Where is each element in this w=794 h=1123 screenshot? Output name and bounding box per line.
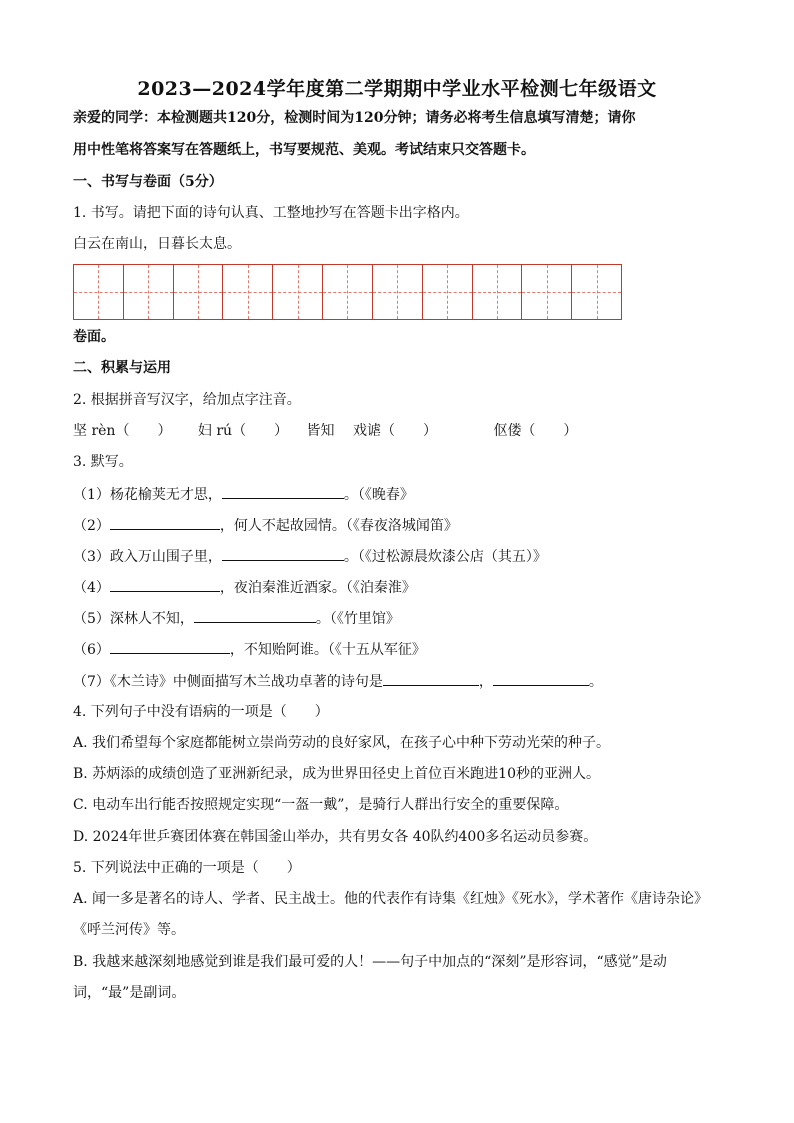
q4-option-c: C. 电动车出行能否按照规定实现“一盔一戴”，是骑行人群出行安全的重要保障。 bbox=[73, 797, 569, 813]
juanmian-label: 卷面。 bbox=[73, 329, 115, 345]
section1-heading: 一、书写与卷面（5分） bbox=[73, 174, 223, 190]
question-2-items bbox=[73, 421, 577, 441]
q4-option-b: B. 苏炳添的成绩创造了亚洲新纪录，成为世界田径史上首位百米跑进10秒的亚洲人。 bbox=[73, 766, 601, 782]
q3-7-comma: ， bbox=[478, 674, 493, 690]
q3-item-6 bbox=[73, 639, 426, 660]
q2-item: 皆知 bbox=[306, 423, 335, 439]
q3-2-suffix: ，何人不起故园情。（《春夜洛城闻笛》 bbox=[219, 518, 458, 534]
q3-6-suffix: ，不知贻阿谁。（《十五从军征》 bbox=[229, 642, 426, 658]
q3-1-suffix: 。（《晚春》 bbox=[343, 487, 414, 503]
q3-5-suffix: 。（《竹里馆》 bbox=[315, 611, 400, 627]
grid-cell[interactable] bbox=[123, 265, 173, 319]
q3-5-prefix: （5）深林人不知， bbox=[73, 611, 194, 627]
q4-option-d: D. 2024年世乒赛团体赛在韩国釜山举办，共有男女各 40队约400多名运动员参赛。 bbox=[73, 829, 598, 845]
q3-6-prefix: （6） bbox=[73, 642, 110, 658]
question-1: 1. 书写。请把下面的诗句认真、工整地抄写在答题卡出字格内。 bbox=[73, 205, 469, 221]
question-4: 4. 下列句子中没有语病的一项是（ ） bbox=[73, 704, 329, 720]
q3-3-suffix: 。（《过松源晨炊漆公店（其五）》 bbox=[343, 549, 547, 565]
grid-cell[interactable] bbox=[422, 265, 472, 319]
answer-blank[interactable] bbox=[383, 671, 479, 686]
q5-option-a-line1: A. 闻一多是著名的诗人、学者、民主战士。他的代表作有诗集《红烛》《死水》，学术著作《唐诗杂论》 bbox=[73, 891, 709, 907]
grid-cell[interactable] bbox=[521, 265, 571, 319]
q3-3-prefix: （3）政入万山围子里， bbox=[73, 549, 222, 565]
question-3: 3. 默写。 bbox=[73, 454, 133, 470]
answer-blank[interactable] bbox=[110, 639, 230, 654]
q3-item-1 bbox=[73, 484, 414, 505]
answer-blank[interactable] bbox=[222, 546, 344, 561]
grid-cell[interactable] bbox=[272, 265, 322, 319]
question-2: 2. 根据拼音写汉字，给加点字注音。 bbox=[73, 392, 301, 408]
q2-item: 妇 rú（ ） bbox=[197, 423, 289, 439]
exam-title: 2023—2024学年度第二学期期中学业水平检测七年级语文 bbox=[137, 78, 657, 100]
grid-cell[interactable] bbox=[372, 265, 422, 319]
grid-cell[interactable] bbox=[571, 265, 621, 319]
q3-item-2 bbox=[73, 515, 458, 536]
answer-blank[interactable] bbox=[110, 515, 220, 530]
q2-item: 坚 rèn（ ） bbox=[73, 423, 172, 439]
q3-4-suffix: ，夜泊秦淮近酒家。（《泊秦淮》 bbox=[219, 580, 416, 596]
notice-line-2: 用中性笔将答案写在答题纸上，书写要规范、美观。考试结束只交答题卡。 bbox=[73, 142, 535, 158]
answer-blank[interactable] bbox=[493, 671, 589, 686]
q2-item: 戏谑（ ） bbox=[352, 423, 437, 439]
q5-option-b-line2: 词，“最”是副词。 bbox=[73, 985, 186, 1001]
q5-option-a-line2: 《呼兰河传》等。 bbox=[73, 922, 185, 938]
grid-cell[interactable] bbox=[74, 265, 123, 319]
writing-grid bbox=[73, 264, 622, 320]
grid-cell[interactable] bbox=[322, 265, 372, 319]
q3-7-period: 。 bbox=[588, 674, 603, 690]
q4-option-a: A. 我们希望每个家庭都能树立崇尚劳动的良好家风，在孩子心中种下劳动光荣的种子。 bbox=[73, 735, 611, 751]
grid-cell[interactable] bbox=[222, 265, 272, 319]
answer-blank[interactable] bbox=[222, 484, 344, 499]
answer-blank[interactable] bbox=[194, 608, 316, 623]
q5-option-b-line1: B. 我越来越深刻地感觉到谁是我们最可爱的人！——句子中加点的“深刻”是形容词，“感觉”是动 bbox=[73, 954, 667, 970]
q3-item-4 bbox=[73, 577, 416, 598]
question-5: 5. 下列说法中正确的一项是（ ） bbox=[73, 860, 301, 876]
q3-7-prefix: （7）《木兰诗》中侧面描写木兰战功卓著的诗句是 bbox=[73, 674, 383, 690]
q3-1-prefix: （1）杨花榆荚无才思， bbox=[73, 487, 222, 503]
q3-4-prefix: （4） bbox=[73, 580, 110, 596]
grid-cell[interactable] bbox=[472, 265, 522, 319]
section2-heading: 二、积累与运用 bbox=[73, 360, 171, 376]
q3-item-3 bbox=[73, 546, 547, 567]
q3-2-prefix: （2） bbox=[73, 518, 110, 534]
poem-line: 白云在南山，日暮长太息。 bbox=[73, 236, 241, 252]
q2-item: 伛偻（ ） bbox=[493, 423, 578, 439]
answer-blank[interactable] bbox=[110, 577, 220, 592]
q3-item-5 bbox=[73, 608, 400, 629]
q3-item-7 bbox=[73, 671, 603, 692]
notice-line-1: 亲爱的同学：本检测题共120分，检测时间为120分钟；请务必将考生信息填写清楚；请你 bbox=[73, 110, 636, 126]
grid-cell[interactable] bbox=[173, 265, 223, 319]
